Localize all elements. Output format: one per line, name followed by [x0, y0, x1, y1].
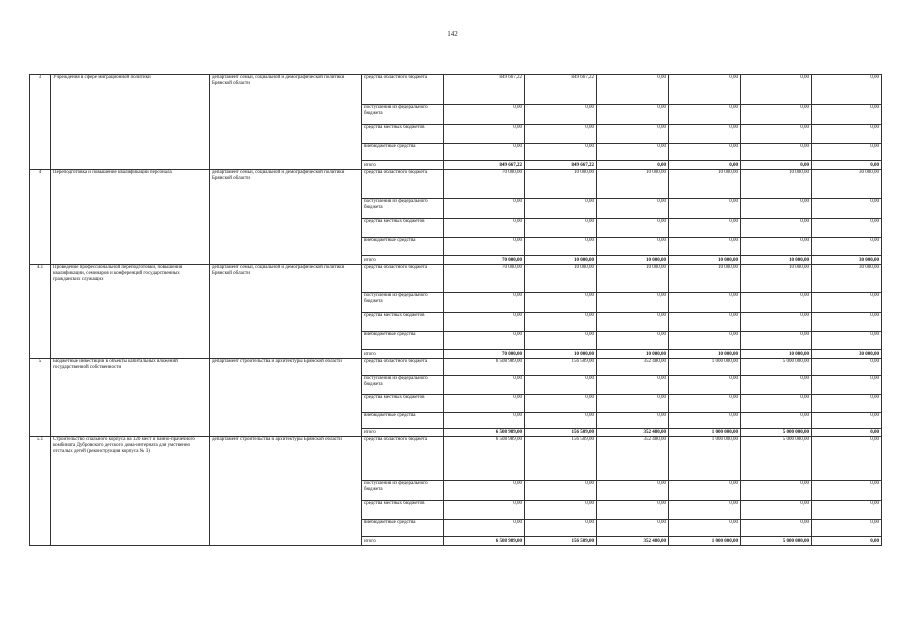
amount-cell: 0,00 [669, 520, 741, 537]
amount-cell: 10 000,00 [525, 170, 597, 199]
amount-cell: 10 000,00 [741, 265, 812, 293]
amount-cell: 0,00 [525, 125, 597, 144]
amount-cell: 6 508 989,00 [444, 429, 525, 437]
amount-cell: 0,00 [444, 413, 525, 429]
amount-cell: 0,00 [812, 413, 882, 429]
amount-cell: 0,00 [597, 199, 669, 219]
amount-cell: 0,00 [741, 293, 812, 313]
amount-cell: 0,00 [525, 501, 597, 520]
amount-cell: 0,00 [525, 376, 597, 395]
amount-cell: 0,00 [597, 219, 669, 238]
amount-cell: 0,00 [669, 313, 741, 332]
section-executor: департамент строительства и архитектуры Брянской области [210, 437, 362, 546]
amount-cell: 10 000,00 [597, 256, 669, 265]
amount-cell: 156 509,00 [525, 429, 597, 437]
amount-cell: 10 000,00 [741, 170, 812, 199]
amount-cell: 849 667,22 [525, 75, 597, 105]
amount-cell: 0,00 [444, 199, 525, 219]
amount-cell: 0,00 [812, 332, 882, 350]
funding-source: итого [362, 429, 444, 437]
amount-cell: 0,00 [444, 125, 525, 144]
amount-cell: 849 667,22 [444, 161, 525, 170]
amount-cell: 0,00 [525, 332, 597, 350]
amount-cell: 10 000,00 [669, 350, 741, 359]
amount-cell: 0,00 [812, 520, 882, 537]
funding-source: внебюджетные средства [362, 332, 444, 350]
amount-cell: 10 000,00 [669, 265, 741, 293]
amount-cell: 0,00 [812, 359, 882, 376]
amount-cell: 0,00 [812, 105, 882, 125]
amount-cell: 0,00 [597, 125, 669, 144]
amount-cell: 30 000,00 [812, 350, 882, 359]
section-index: 5.1 [30, 437, 51, 546]
amount-cell: 849 667,22 [525, 161, 597, 170]
amount-cell: 0,00 [597, 395, 669, 413]
amount-cell: 0,00 [444, 332, 525, 350]
amount-cell: 0,00 [812, 537, 882, 546]
amount-cell: 0,00 [812, 481, 882, 501]
amount-cell: 0,00 [444, 395, 525, 413]
amount-cell: 0,00 [597, 332, 669, 350]
amount-cell: 0,00 [812, 293, 882, 313]
amount-cell: 352 480,00 [597, 429, 669, 437]
amount-cell: 10 000,00 [597, 265, 669, 293]
amount-cell: 0,00 [597, 413, 669, 429]
amount-cell: 0,00 [444, 293, 525, 313]
funding-source: итого [362, 256, 444, 265]
funding-source: средства местных бюджетов [362, 125, 444, 144]
amount-cell: 30 000,00 [812, 256, 882, 265]
section-executor: департамент строительства и архитектуры Брянской области [210, 359, 362, 437]
amount-cell: 70 000,00 [444, 350, 525, 359]
amount-cell: 0,00 [597, 313, 669, 332]
amount-cell: 30 000,00 [812, 265, 882, 293]
amount-cell: 0,00 [741, 501, 812, 520]
amount-cell: 70 000,00 [444, 265, 525, 293]
funding-source: средства местных бюджетов [362, 219, 444, 238]
amount-cell: 0,00 [669, 161, 741, 170]
amount-cell: 156 509,00 [525, 437, 597, 481]
amount-cell: 10 000,00 [741, 350, 812, 359]
section-index: 5 [30, 359, 51, 437]
section-index: 3 [30, 75, 51, 170]
funding-source: внебюджетные средства [362, 144, 444, 161]
amount-cell: 0,00 [669, 238, 741, 256]
amount-cell: 0,00 [525, 413, 597, 429]
amount-cell: 0,00 [525, 199, 597, 219]
budget-table [29, 74, 882, 546]
amount-cell: 0,00 [669, 199, 741, 219]
funding-source: итого [362, 161, 444, 170]
amount-cell: 0,00 [597, 481, 669, 501]
amount-cell: 0,00 [525, 395, 597, 413]
amount-cell: 352 480,00 [597, 437, 669, 481]
amount-cell: 5 000 000,00 [741, 429, 812, 437]
amount-cell: 0,00 [812, 238, 882, 256]
funding-source: средства местных бюджетов [362, 313, 444, 332]
amount-cell: 10 000,00 [597, 350, 669, 359]
amount-cell: 0,00 [525, 293, 597, 313]
amount-cell: 0,00 [597, 376, 669, 395]
funding-source: средства областного бюджета [362, 437, 444, 481]
funding-source: поступления из федерального бюджета [362, 105, 444, 125]
amount-cell: 0,00 [812, 429, 882, 437]
amount-cell: 0,00 [812, 313, 882, 332]
amount-cell: 0,00 [444, 376, 525, 395]
amount-cell: 0,00 [597, 293, 669, 313]
amount-cell: 6 508 989,00 [444, 537, 525, 546]
amount-cell: 5 000 000,00 [741, 437, 812, 481]
amount-cell: 0,00 [444, 105, 525, 125]
amount-cell: 0,00 [741, 481, 812, 501]
amount-cell: 1 000 000,00 [669, 437, 741, 481]
amount-cell: 0,00 [597, 520, 669, 537]
amount-cell: 0,00 [741, 520, 812, 537]
funding-source: поступления из федерального бюджета [362, 199, 444, 219]
amount-cell: 352 480,00 [597, 359, 669, 376]
amount-cell: 0,00 [812, 376, 882, 395]
amount-cell: 0,00 [444, 313, 525, 332]
funding-source: поступления из федерального бюджета [362, 481, 444, 501]
amount-cell: 0,00 [669, 125, 741, 144]
funding-source: итого [362, 537, 444, 546]
amount-cell: 0,00 [669, 293, 741, 313]
amount-cell: 0,00 [741, 313, 812, 332]
amount-cell: 0,00 [812, 395, 882, 413]
amount-cell: 0,00 [444, 238, 525, 256]
section-executor: департамент семьи, социальной и демографической политики Брянской области [210, 170, 362, 265]
amount-cell: 0,00 [812, 75, 882, 105]
amount-cell: 0,00 [669, 413, 741, 429]
amount-cell: 0,00 [525, 238, 597, 256]
amount-cell: 0,00 [741, 376, 812, 395]
amount-cell: 0,00 [812, 219, 882, 238]
amount-cell: 849 667,22 [444, 75, 525, 105]
section-name: Проведение профессиональной переподготовки, повышения квалификации, семинаров и конференций государственных гражданских служащих [51, 265, 210, 359]
amount-cell: 0,00 [597, 144, 669, 161]
amount-cell: 70 000,00 [444, 170, 525, 199]
amount-cell: 0,00 [741, 75, 812, 105]
amount-cell: 0,00 [741, 219, 812, 238]
amount-cell: 0,00 [597, 161, 669, 170]
funding-source: итого [362, 350, 444, 359]
amount-cell: 0,00 [741, 332, 812, 350]
amount-cell: 0,00 [812, 501, 882, 520]
amount-cell: 0,00 [812, 125, 882, 144]
amount-cell: 0,00 [741, 161, 812, 170]
amount-cell: 0,00 [669, 219, 741, 238]
funding-source: внебюджетные средства [362, 238, 444, 256]
amount-cell: 0,00 [444, 219, 525, 238]
amount-cell: 0,00 [669, 144, 741, 161]
amount-cell: 6 508 989,00 [444, 359, 525, 376]
section-index: 4.1 [30, 265, 51, 359]
amount-cell: 0,00 [741, 144, 812, 161]
table-row [30, 437, 882, 481]
amount-cell: 0,00 [525, 481, 597, 501]
amount-cell: 70 000,00 [444, 256, 525, 265]
amount-cell: 0,00 [741, 238, 812, 256]
amount-cell: 0,00 [525, 313, 597, 332]
amount-cell: 0,00 [669, 105, 741, 125]
amount-cell: 0,00 [741, 105, 812, 125]
amount-cell: 0,00 [812, 144, 882, 161]
amount-cell: 0,00 [597, 105, 669, 125]
funding-source: поступления из федерального бюджета [362, 376, 444, 395]
section-executor: департамент семьи, социальной и демографической политики Брянской области [210, 265, 362, 359]
amount-cell: 6 508 989,00 [444, 437, 525, 481]
section-index: 4 [30, 170, 51, 265]
funding-source: средства областного бюджета [362, 170, 444, 199]
amount-cell: 0,00 [444, 144, 525, 161]
table-row [30, 170, 882, 199]
amount-cell: 0,00 [444, 501, 525, 520]
amount-cell: 352 480,00 [597, 537, 669, 546]
amount-cell: 0,00 [525, 144, 597, 161]
amount-cell: 0,00 [597, 75, 669, 105]
page-number: 142 [447, 30, 458, 38]
amount-cell: 10 000,00 [597, 170, 669, 199]
funding-source: внебюджетные средства [362, 413, 444, 429]
amount-cell: 0,00 [741, 199, 812, 219]
amount-cell: 1 000 000,00 [669, 429, 741, 437]
budget-table-body [30, 75, 882, 546]
amount-cell: 0,00 [741, 413, 812, 429]
table-row [30, 265, 882, 293]
section-name: Переподготовка и повышение квалификации персонала [51, 170, 210, 265]
amount-cell: 0,00 [741, 395, 812, 413]
funding-source: средства областного бюджета [362, 265, 444, 293]
amount-cell: 0,00 [669, 501, 741, 520]
amount-cell: 0,00 [525, 219, 597, 238]
amount-cell: 0,00 [669, 395, 741, 413]
amount-cell: 156 509,00 [525, 537, 597, 546]
funding-source: внебюджетные средства [362, 520, 444, 537]
amount-cell: 0,00 [669, 481, 741, 501]
section-name: Учреждения в сфере миграционной политики [51, 75, 210, 170]
amount-cell: 156 509,00 [525, 359, 597, 376]
amount-cell: 10 000,00 [525, 350, 597, 359]
amount-cell: 5 000 000,00 [741, 359, 812, 376]
amount-cell: 0,00 [812, 437, 882, 481]
amount-cell: 0,00 [597, 238, 669, 256]
amount-cell: 0,00 [444, 520, 525, 537]
amount-cell: 0,00 [525, 520, 597, 537]
amount-cell: 10 000,00 [525, 265, 597, 293]
amount-cell: 10 000,00 [525, 256, 597, 265]
table-row [30, 359, 882, 376]
amount-cell: 0,00 [444, 481, 525, 501]
amount-cell: 10 000,00 [741, 256, 812, 265]
funding-source: средства областного бюджета [362, 359, 444, 376]
section-name: Строительство спального корпуса на 120 мест и банно-прачечного комбината Дубровского детского дома-интерната для умственно отсталых детей (реконструкция корпуса № 3) [51, 437, 210, 546]
amount-cell: 0,00 [669, 332, 741, 350]
amount-cell: 10 000,00 [669, 256, 741, 265]
funding-source: средства местных бюджетов [362, 501, 444, 520]
amount-cell: 1 000 000,00 [669, 359, 741, 376]
funding-source: поступления из федерального бюджета [362, 293, 444, 313]
amount-cell: 0,00 [669, 75, 741, 105]
amount-cell: 1 000 000,00 [669, 537, 741, 546]
amount-cell: 0,00 [525, 105, 597, 125]
section-executor: департамент семьи, социальной и демографической политики Брянской области [210, 75, 362, 170]
amount-cell: 10 000,00 [669, 170, 741, 199]
funding-source: средства областного бюджета [362, 75, 444, 105]
amount-cell: 0,00 [741, 125, 812, 144]
amount-cell: 0,00 [597, 501, 669, 520]
amount-cell: 0,00 [812, 161, 882, 170]
table-row [30, 75, 882, 105]
section-name: Бюджетные инвестиции в объекты капитальных вложений государственной собственности [51, 359, 210, 437]
funding-source: средства местных бюджетов [362, 395, 444, 413]
amount-cell: 0,00 [669, 376, 741, 395]
amount-cell: 30 000,00 [812, 170, 882, 199]
amount-cell: 0,00 [812, 199, 882, 219]
amount-cell: 5 000 000,00 [741, 537, 812, 546]
